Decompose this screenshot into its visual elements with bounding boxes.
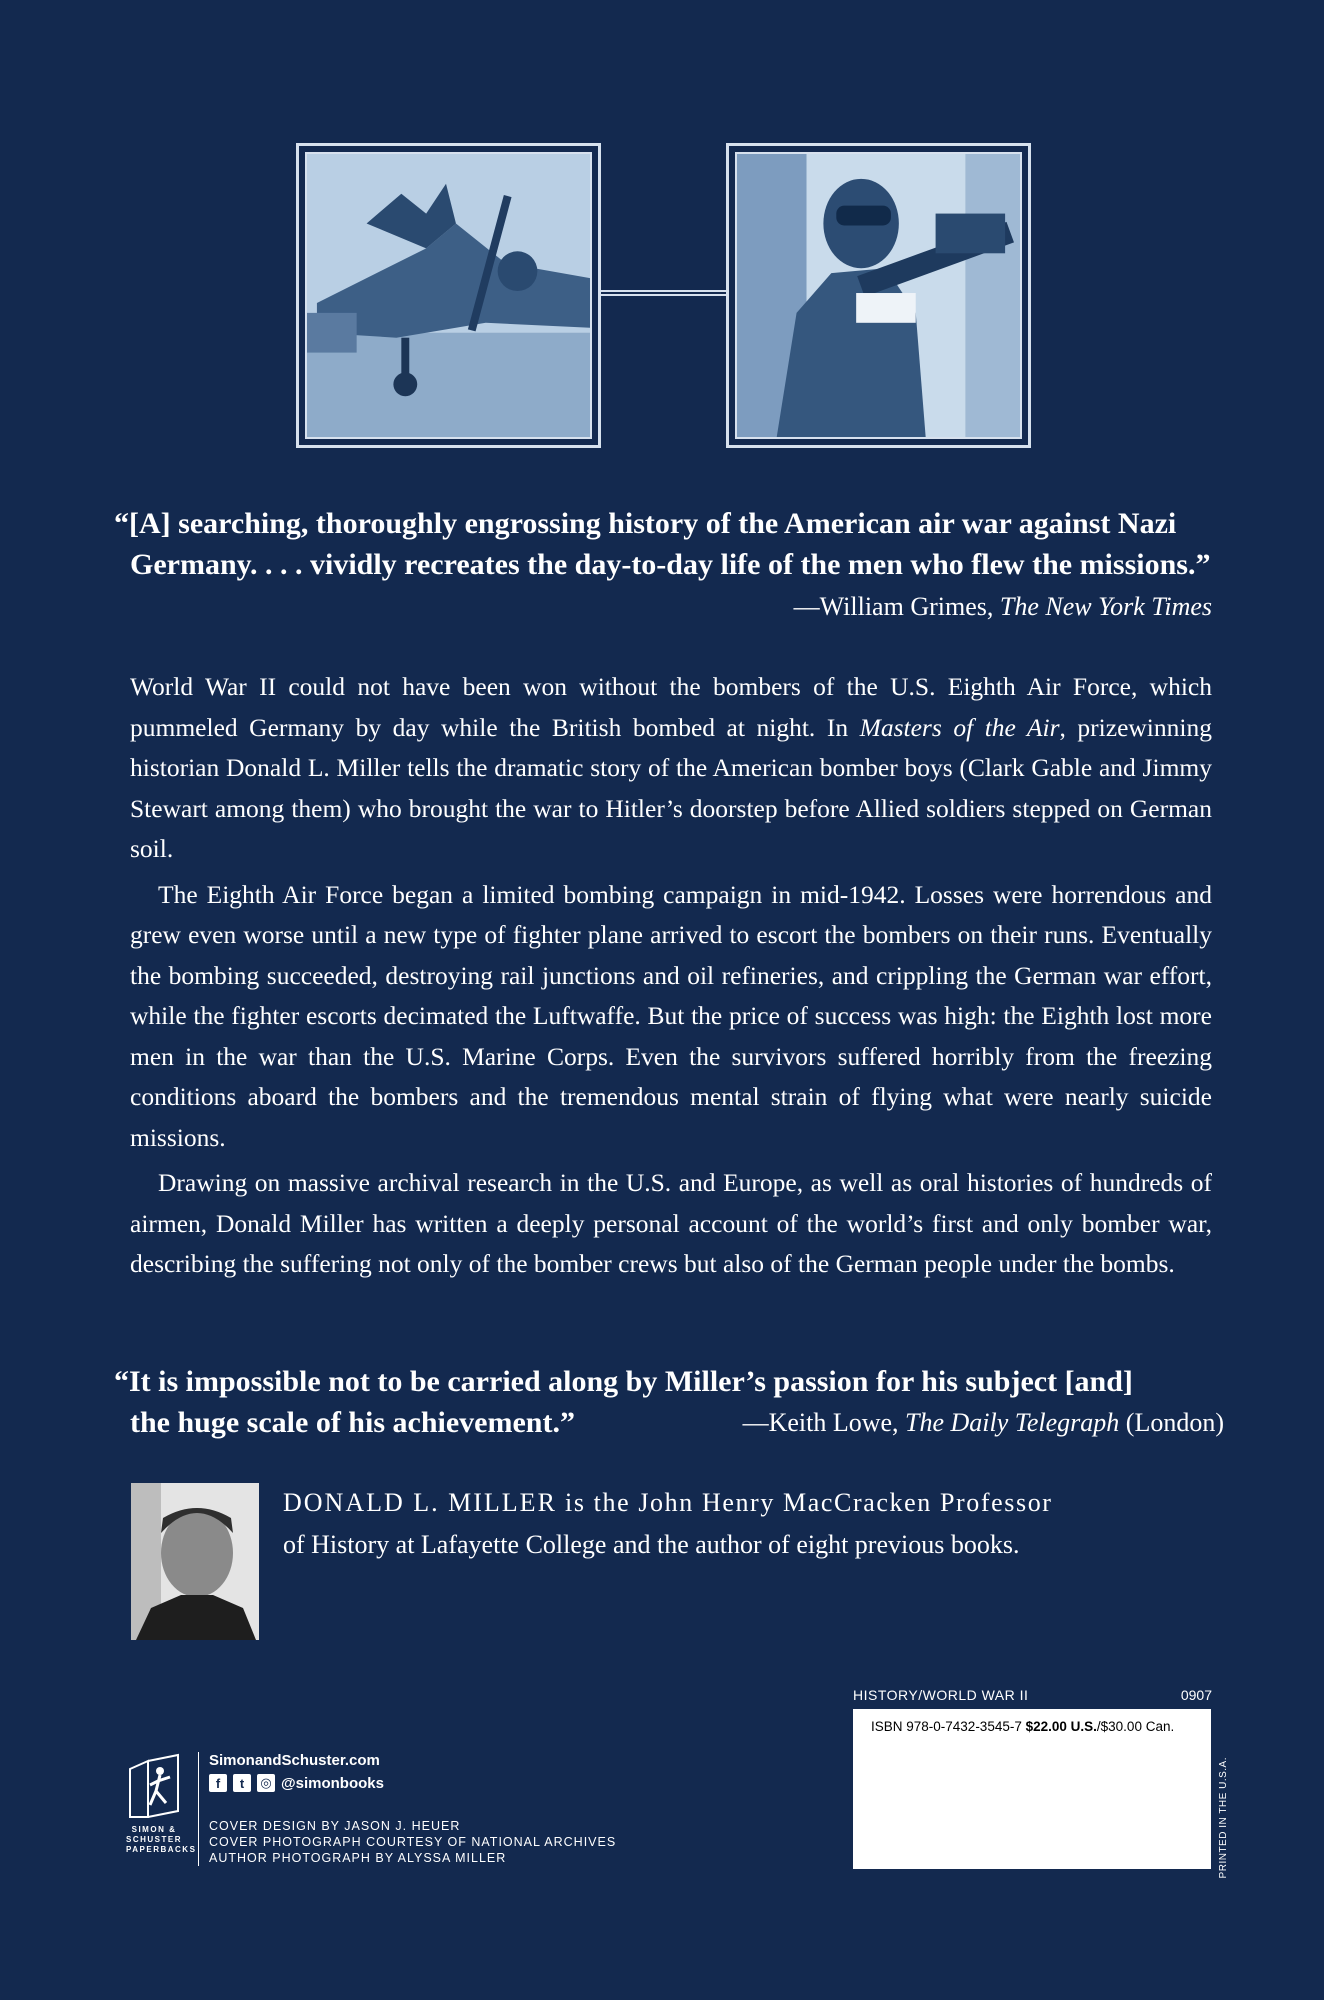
attribution-source: The New York Times <box>999 592 1212 621</box>
footer-divider <box>198 1752 199 1866</box>
quote-line: Germany. . . . vividly recreates the day-to-day life of the men who flew the missions.” <box>130 548 1211 581</box>
author-name: DONALD L. MILLER <box>283 1488 557 1517</box>
credit-line: COVER PHOTOGRAPH COURTESY OF NATIONAL ARCHIVES <box>209 1835 617 1849</box>
publisher-logo-text <box>126 1825 197 1855</box>
bio-text: is the John Henry MacCracken Professor <box>556 1488 1053 1517</box>
gunner-photo-frame <box>726 143 1031 448</box>
bio-line: of History at Lafayette College and the author of eight previous books. <box>283 1530 1020 1559</box>
logo-text-line: SCHUSTER <box>126 1835 183 1844</box>
credit-line: COVER DESIGN BY JASON J. HEUER <box>209 1819 461 1833</box>
author-portrait <box>131 1483 259 1640</box>
quote-attribution <box>743 1402 1224 1443</box>
frame-connector <box>601 290 726 296</box>
attribution-author: —Keith Lowe, <box>742 1408 906 1437</box>
bio-line <box>283 1482 1213 1524</box>
attribution-source: The Daily Telegraph <box>905 1408 1120 1437</box>
price-us: $22.00 U.S. <box>1025 1719 1097 1734</box>
review-quote-nyt <box>114 503 1214 585</box>
logo-text-line: SIMON & <box>131 1825 177 1834</box>
product-code: 0907 <box>1180 1687 1212 1703</box>
bomber-photo-frame <box>296 143 601 448</box>
review-quote-telegraph <box>114 1361 1224 1443</box>
cover-credits <box>209 1818 616 1866</box>
book-title: Masters of the Air <box>859 712 1060 742</box>
damaged-bomber-photo <box>307 154 590 437</box>
quote-line: the huge scale of his achievement.” <box>130 1406 575 1439</box>
quote-line: “[A] searching, thoroughly engrossing history of the American air war against Nazi <box>114 507 1177 540</box>
paragraph-text: , prizewinning historian Donald L. Miller tells the dramatic story of the American bomber boys (Clark Gable and Jimmy Stewart among them) who brought the war to Hitler’s doorstep before Allied soldiers stepped on German soil. <box>130 712 1212 863</box>
credit-line: AUTHOR PHOTOGRAPH BY ALYSSA MILLER <box>209 1851 507 1865</box>
description-paragraph <box>130 667 1212 870</box>
paragraph-text: World War II could not have been won without the bombers of the U.S. Eighth Air Force, which pummeled Germany by day while the British bombed at night. In <box>130 672 1212 742</box>
instagram-icon: ◎ <box>257 1774 275 1792</box>
isbn-number: ISBN 978-0-7432-3545-7 <box>871 1719 1026 1734</box>
price-canada: /$30.00 Can. <box>1096 1719 1175 1734</box>
attribution-author: —William Grimes, <box>793 592 1000 621</box>
printed-in-label: PRINTED IN THE U.S.A. <box>1218 1757 1229 1879</box>
facebook-icon: f <box>209 1774 227 1792</box>
quote-attribution <box>794 592 1212 622</box>
description-paragraph: The Eighth Air Force began a limited bombing campaign in mid-1942. Losses were horrendous and grew even worse until a new type of fighter plane arrived to escort the bombers on their runs. Eventually the bombing succeeded, destroying rail junctions and oil refineries, and crippling the German war effort, while the fighter escorts decimated the Luftwaffe. But the price of success was high: the Eighth lost more men in the war than the U.S. Marine Corps. Even the survivors suffered horribly from the freezing conditions aboard the bombers and the tremendous mental strain of flying what were nearly suicide missions. <box>130 879 1212 1152</box>
isbn-line <box>871 1719 1193 1734</box>
book-category: HISTORY/WORLD WAR II <box>853 1687 1029 1703</box>
description-paragraph: Drawing on massive archival research in the U.S. and Europe, as well as oral histories of hundreds of airmen, Donald Miller has written a deeply personal account of the world’s first and only bomber war, describing the suffering not only of the bomber crews but also of the German people under the bombs. <box>130 1168 1212 1278</box>
barcode-box <box>853 1709 1211 1869</box>
sower-logo-icon <box>126 1751 182 1821</box>
twitter-icon: t <box>233 1774 251 1792</box>
attribution-location: (London) <box>1119 1408 1224 1437</box>
book-description <box>130 667 1212 1290</box>
author-bio <box>283 1482 1213 1566</box>
waist-gunner-photo <box>737 154 1020 437</box>
social-handle: @simonbooks <box>281 1774 384 1792</box>
social-links <box>209 1774 384 1792</box>
publisher-logo <box>126 1751 197 1867</box>
author-photo <box>131 1483 259 1640</box>
logo-text-line: PAPERBACKS <box>126 1845 197 1854</box>
quote-line: “It is impossible not to be carried along by Miller’s passion for his subject [and] <box>114 1365 1133 1398</box>
quote-row <box>114 1402 1224 1443</box>
publisher-website: SimonandSchuster.com <box>209 1752 380 1769</box>
